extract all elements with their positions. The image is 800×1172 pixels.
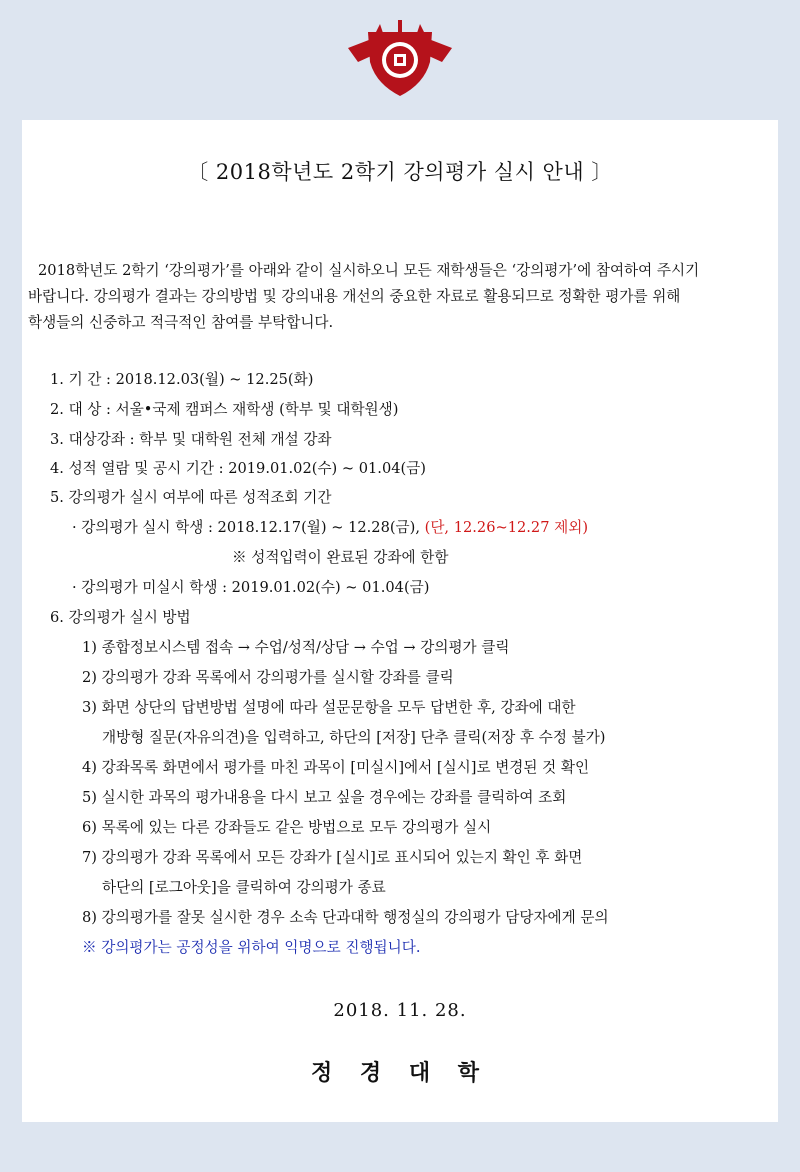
notice-document xyxy=(22,120,778,1122)
done-exception-text: (단, 12.26~12.27 제외) xyxy=(424,519,589,536)
method-step: 3) 화면 상단의 답변방법 설명에 따라 설문문항을 모두 답변한 후, 강좌에 대한 xyxy=(82,699,576,716)
method-step: 개방형 질문(자유의견)을 입력하고, 하단의 [저장] 단추 클릭(저장 후 수정 불가) xyxy=(102,729,606,746)
method-step: 하단의 [로그아웃]을 클릭하여 강의평가 종료 xyxy=(102,879,386,896)
method-step: 6) 목록에 있는 다른 강좌들도 같은 방법으로 모두 강의평가 실시 xyxy=(82,819,492,836)
method-step: 7) 강의평가 강좌 목록에서 모든 강좌가 [실시]로 표시되어 있는지 확인 후 화면 xyxy=(82,849,583,866)
notice-date: 2018. 11. 28. xyxy=(333,1000,467,1021)
done-students-line xyxy=(72,518,588,538)
intro-paragraph xyxy=(28,258,768,336)
method-step: 4) 강좌목록 화면에서 평가를 마친 과목이 [미실시]에서 [실시]로 변경된 것 확인 xyxy=(82,759,590,776)
item-period: 1. 기 간 : 2018.12.03(월) ~ 12.25(화) xyxy=(50,371,314,388)
method-step: 2) 강의평가 강좌 목록에서 강의평가를 실시할 강좌를 클릭 xyxy=(82,669,454,686)
item-grade-view: 4. 성적 열람 및 공시 기간 : 2019.01.02(수) ~ 01.04(금) xyxy=(50,460,427,477)
not-done-students-line: · 강의평가 미실시 학생 : 2019.01.02(수) ~ 01.04(금) xyxy=(72,579,430,596)
done-note: ※ 성적입력이 완료된 강좌에 한함 xyxy=(232,549,449,566)
item-target: 2. 대 상 : 서울•국제 캠퍼스 재학생 (학부 및 대학원생) xyxy=(50,401,399,418)
item-method: 6. 강의평가 실시 방법 xyxy=(50,609,191,626)
item-courses: 3. 대상강좌 : 학부 및 대학원 전체 개설 강좌 xyxy=(50,431,332,448)
anonymity-note: ※ 강의평가는 공정성을 위하여 익명으로 진행됩니다. xyxy=(82,939,421,956)
method-step: 5) 실시한 과목의 평가내용을 다시 보고 싶을 경우에는 강좌를 클릭하여 조회 xyxy=(82,789,567,806)
item-grade-query: 5. 강의평가 실시 여부에 따른 성적조회 기간 xyxy=(50,489,332,506)
done-students-text: · 강의평가 실시 학생 : 2018.12.17(월) ~ 12.28(금), xyxy=(72,519,420,536)
intro-line: 2018학년도 2학기 ‘강의평가’를 아래와 같이 실시하오니 모든 재학생들은 ‘강의평가’에 참여하여 주시기 xyxy=(38,262,700,279)
intro-line: 학생들의 신중하고 적극적인 참여를 부탁합니다. xyxy=(28,314,334,331)
method-step: 1) 종합정보시스템 접속 → 수업/성적/상담 → 수업 → 강의평가 클릭 xyxy=(82,639,510,656)
university-seal-icon xyxy=(344,18,456,98)
notice-title: 〔 2018학년도 2학기 강의평가 실시 안내 〕 xyxy=(187,160,613,184)
method-step: 8) 강의평가를 잘못 실시한 경우 소속 단과대학 행정실의 강의평가 담당자에게 문의 xyxy=(82,909,609,926)
issuer-name: 정 경 대 학 xyxy=(311,1060,489,1086)
intro-line: 바랍니다. 강의평가 결과는 강의방법 및 강의내용 개선의 중요한 자료로 활용되므로 정확한 평가를 위해 xyxy=(28,288,681,305)
